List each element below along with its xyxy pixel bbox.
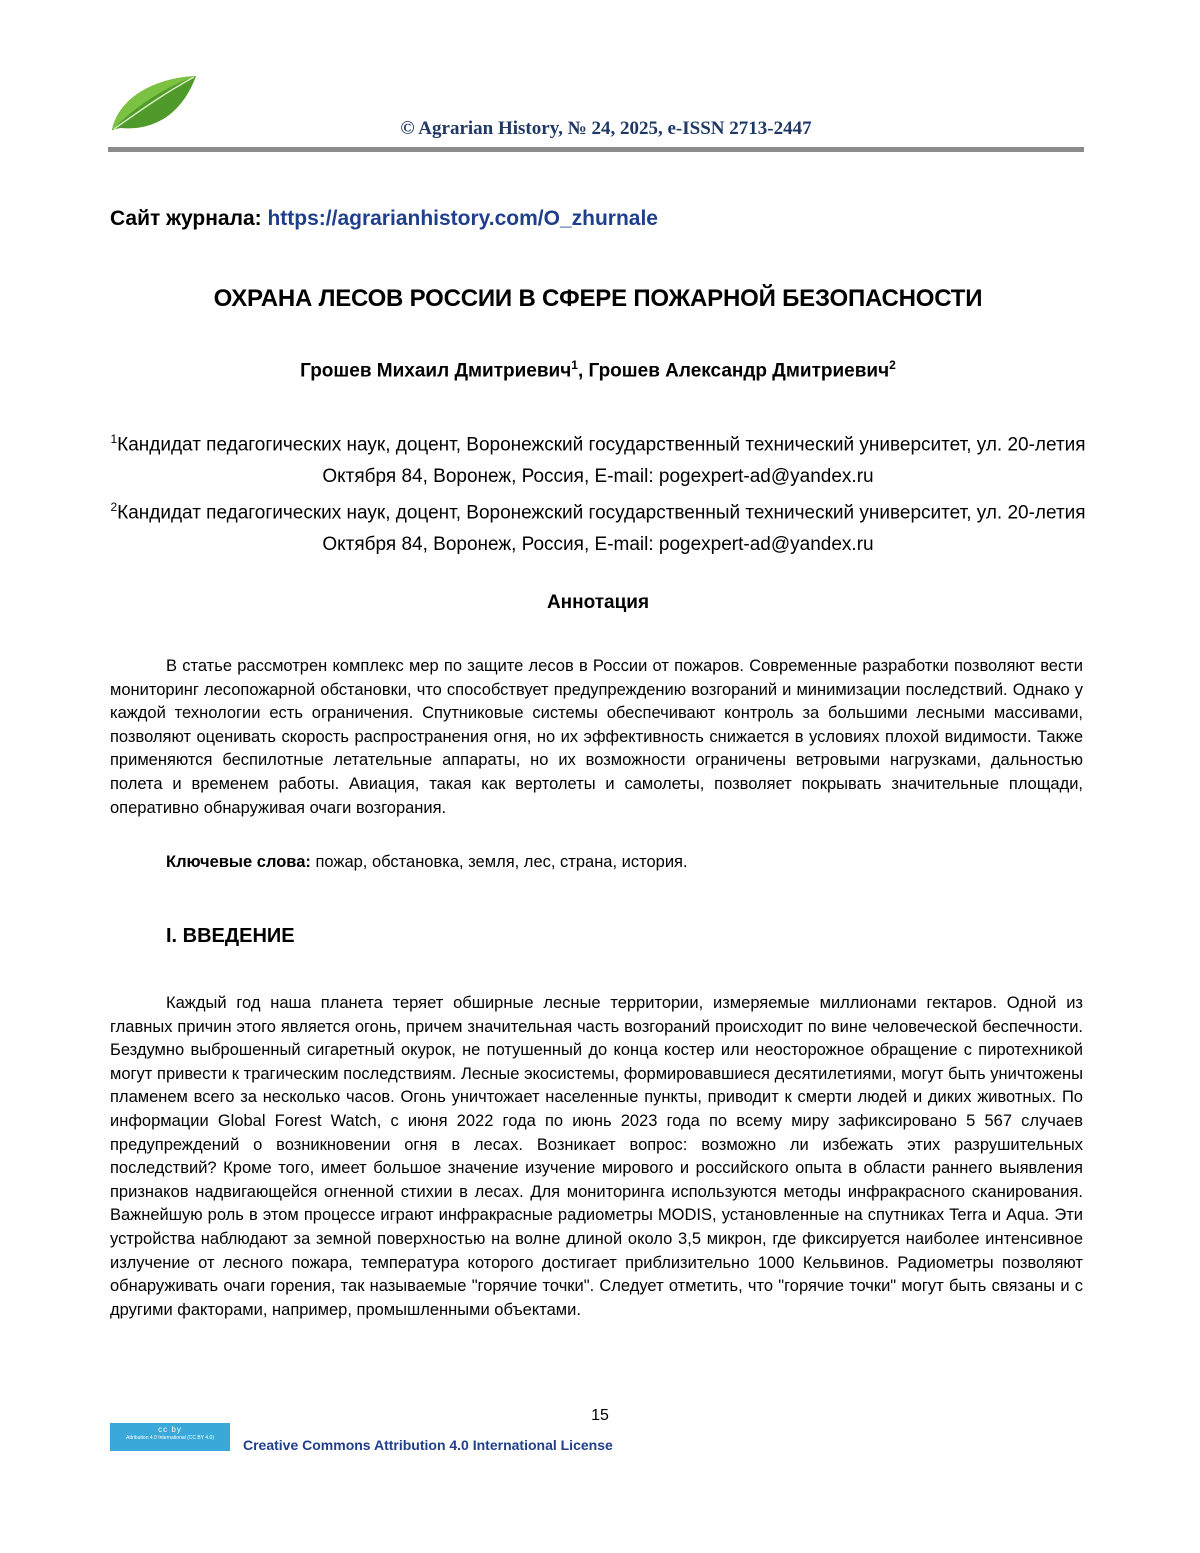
- journal-site-line: [110, 207, 658, 231]
- header-divider: [108, 147, 1084, 152]
- site-label: Сайт журнала:: [110, 207, 268, 230]
- author-separator: ,: [577, 360, 589, 382]
- author-2-sup: 2: [889, 358, 896, 372]
- abstract-heading: Аннотация: [546, 592, 650, 613]
- page-number: 15: [591, 1407, 609, 1424]
- cc-badge-text: Attribution 4.0 International (CC BY 4.0): [125, 1435, 214, 1441]
- introduction-text: Каждый год наша планета теряет обширные лесные территории, измеряемые миллионами гектаров. Одной из главных причин этого является огонь, причем значительная часть возгораний происходит по вине человеческой беспечности. Бездумно выброшенный сигаретный окурок, не потушенный до конца костер или неосторожное обращение с пиротехникой могут привести к трагическим последствиям. Лесные экосистемы, формировавшиеся десятилетиями, могут быть уничтожены пламенем всего за несколько часов. Огонь уничтожает населенные пункты, приводит к смерти людей и диких животных. По информации Global Forest Watch, с июня 2022 года по июнь 2023 года по всему миру зафиксировано 5 567 случаев предупреждений о возникновении огня в лесах. Возникает вопрос: возможно ли избежать этих разрушительных последствий? Кроме того, имеет большое значение изучение мирового и российского опыта в области раннего выявления признаков надвигающейся огненной стихии в лесах. Для мониторинга используются методы инфракрасного сканирования. Важнейшую роль в этом процессе играют инфракрасные радиометры MODIS, установленные на спутниках Terra и Aqua. Эти устройства наблюдают за земной поверхностью на волне длиной около 3,5 микрон, где фиксируется наиболее интенсивное излучение от лесного пожара, температура которого достигает приблизительно 1000 Кельвинов. Радиометры позволяют обнаруживать очаги горения, так называемые "горячие точки". Следует отметить, что "горячие точки" могут быть связаны и с другими факторами, например, промышленными объектами.: [110, 994, 1083, 1319]
- cc-by-icon: cc by: [158, 1425, 182, 1434]
- article-title: ОХРАНА ЛЕСОВ РОССИИ В СФЕРЕ ПОЖАРНОЙ БЕЗОПАСНОСТИ: [213, 285, 983, 312]
- site-link[interactable]: https://agrarianhistory.com/O_zhurnale: [267, 207, 658, 230]
- affiliation-1-sup: 1: [110, 432, 118, 446]
- authors: [108, 358, 1088, 382]
- author-2: Грошев Александр Дмитриевич: [588, 360, 890, 382]
- section-heading-introduction: I. ВВЕДЕНИЕ: [166, 925, 295, 947]
- keywords-label: Ключевые слова:: [166, 853, 311, 871]
- affiliations: [108, 424, 1088, 561]
- affiliation-2-sup: 2: [110, 500, 118, 515]
- keywords: [166, 853, 688, 872]
- affiliation-2: [108, 492, 1088, 560]
- journal-header: © Agrarian History, № 24, 2025, e-ISSN 2713-2447: [400, 118, 812, 139]
- affiliation-1-text: Кандидат педагогических наук, доцент, Воронежский государственный технический университет, ул. 20-летия Октября 84, Воронеж, Россия, E-mail: pogexpert-ad@yandex.ru: [117, 434, 1086, 487]
- cc-license-badge[interactable]: [110, 1423, 230, 1451]
- license-link[interactable]: Creative Commons Attribution 4.0 International License: [243, 1437, 613, 1453]
- keywords-list: пожар, обстановка, земля, лес, страна, история.: [310, 853, 688, 871]
- author-1: Грошев Михаил Дмитриевич: [300, 360, 572, 382]
- affiliation-1: [108, 424, 1088, 492]
- author-1-sup: 1: [571, 358, 578, 372]
- abstract-text: В статье рассмотрен комплекс мер по защите лесов в России от пожаров. Современные разработки позволяют вести мониторинг лесопожарной обстановки, что способствует предупреждению возгораний и минимизации последствий. Однако у каждой технологии есть ограничения. Спутниковые системы обеспечивают контроль за большими лесными массивами, позволяют оценивать скорость распространения огня, но их эффективность снижается в условиях плохой видимости. Также применяются беспилотные летательные аппараты, но их возможности ограничены ветровыми нагрузками, дальностью полета и временем работы. Авиация, такая как вертолеты и самолеты, позволяет покрывать значительные площади, оперативно обнаруживая очаги возгорания.: [110, 657, 1083, 817]
- affiliation-2-text: Кандидат педагогических наук, доцент, Воронежский государственный технический университет, ул. 20-летия Октября 84, Воронеж, Россия, E-mail: pogexpert-ad@yandex.ru: [117, 502, 1086, 556]
